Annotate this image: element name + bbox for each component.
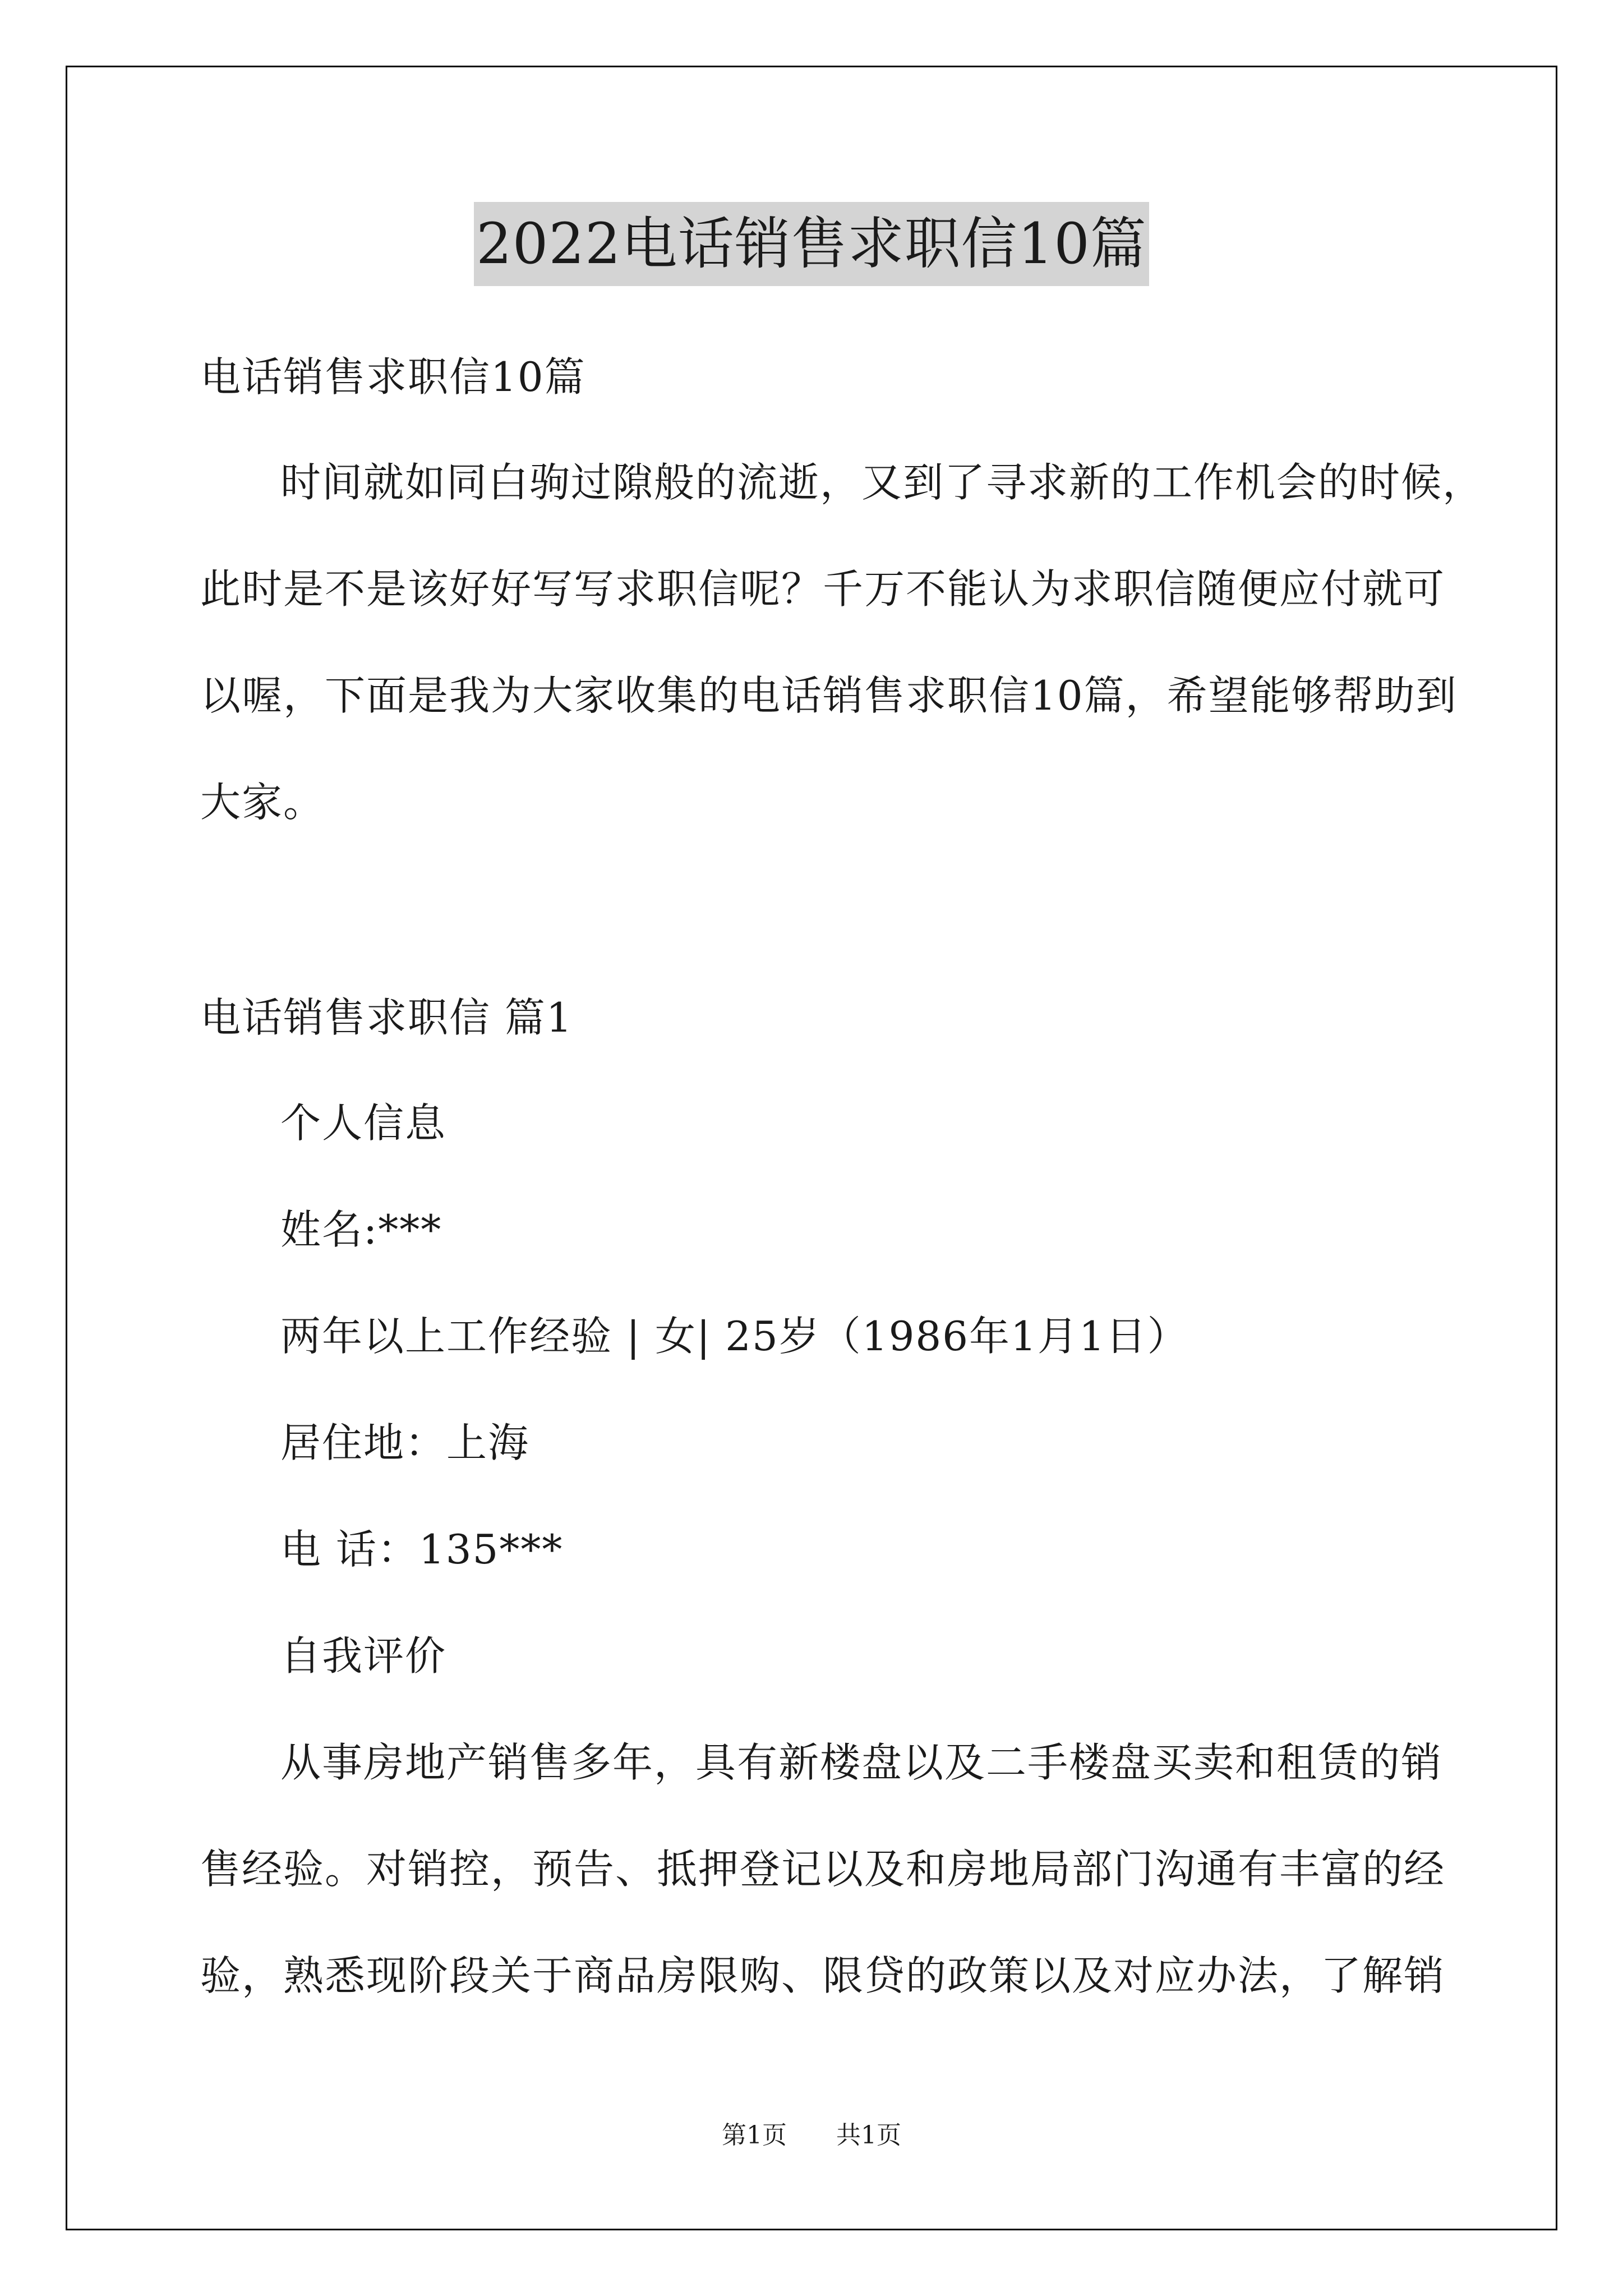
page-footer (0, 2119, 1623, 2152)
intro-line-1: 时间就如同白驹过隙般的流逝，又到了寻求新的工作机会的时候， (280, 459, 1484, 506)
section-heading: 电话销售求职信 篇1 (200, 994, 573, 1041)
residence-line: 居住地：上海 (280, 1419, 530, 1466)
name-line: 姓名:*** (280, 1206, 442, 1253)
self-eval-heading: 自我评价 (280, 1632, 447, 1680)
self-eval-line-2: 售经验。对销控，预告、抵押登记以及和房地局部门沟通有丰富的经 (200, 1846, 1446, 1893)
document-title: 2022电话销售求职信10篇 (474, 202, 1149, 286)
self-eval-line-3: 验，熟悉现阶段关于商品房限购、限贷的政策以及对应办法，了解销 (200, 1952, 1446, 1999)
intro-line-3: 以喔，下面是我为大家收集的电话销售求职信10篇，希望能够帮助到 (200, 672, 1458, 719)
title-container (0, 202, 1623, 286)
page-total: 共1页 (836, 2121, 901, 2150)
personal-info-heading: 个人信息 (280, 1099, 447, 1147)
self-eval-line-1: 从事房地产销售多年，具有新楼盘以及二手楼盘买卖和租赁的销 (280, 1739, 1443, 1786)
intro-line-4: 大家。 (200, 779, 325, 826)
page-current: 第1页 (722, 2121, 787, 2150)
document-subtitle: 电话销售求职信10篇 (200, 353, 586, 401)
phone-line: 电 话：135*** (280, 1526, 564, 1573)
experience-line: 两年以上工作经验 | 女| 25岁（1986年1月1日） (280, 1313, 1189, 1360)
intro-line-2: 此时是不是该好好写写求职信呢？千万不能认为求职信随便应付就可 (200, 565, 1446, 613)
